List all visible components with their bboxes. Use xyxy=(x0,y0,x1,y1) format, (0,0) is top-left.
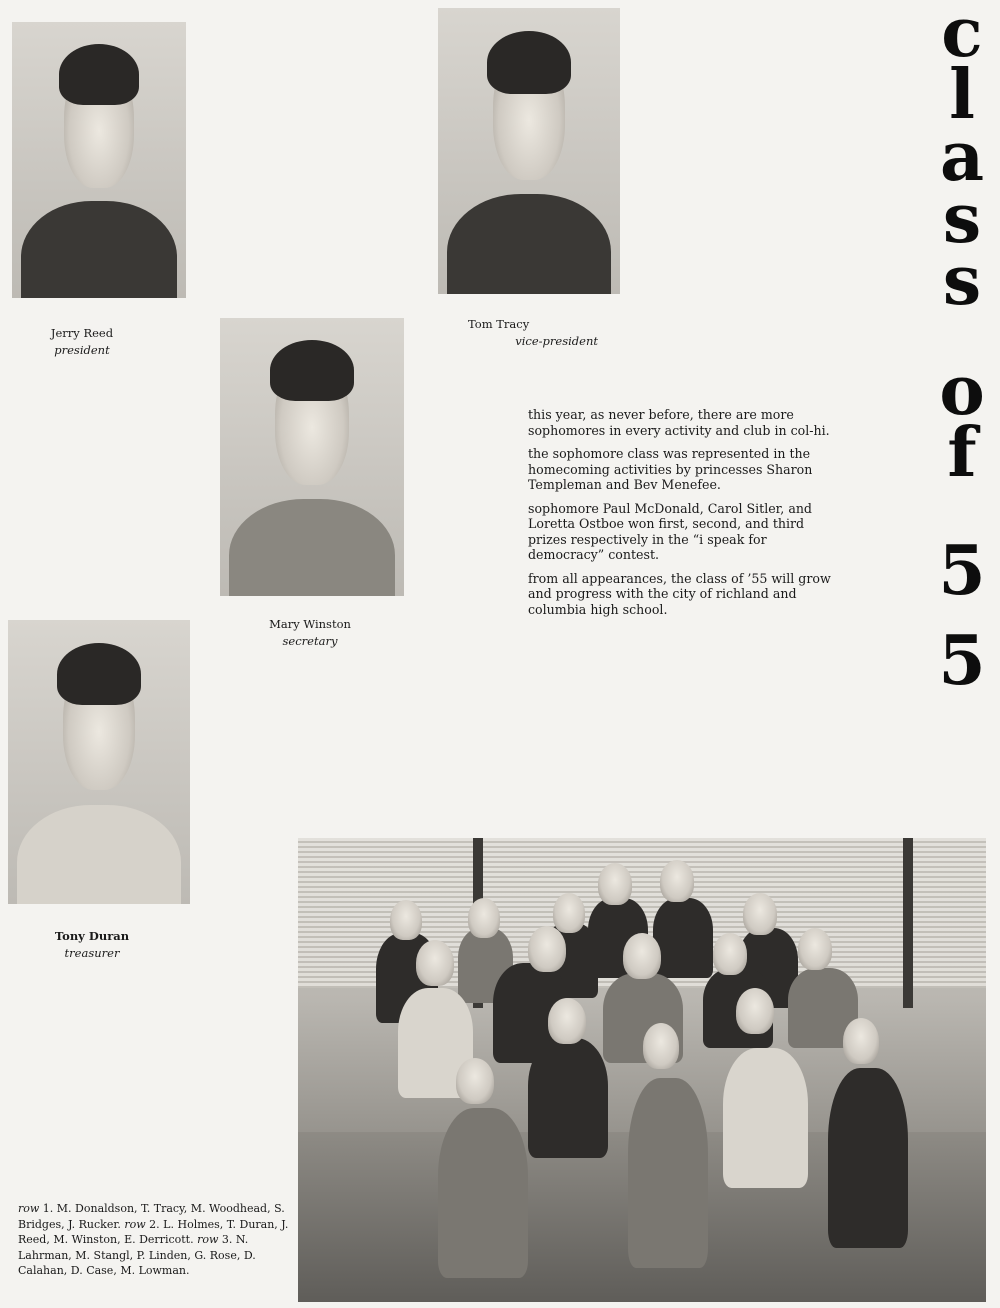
caption-vice-president xyxy=(468,316,598,350)
title-letter: 5 xyxy=(938,531,986,611)
paragraph: this year, as never before, there are more sophomores in every activity and club in col-hi. xyxy=(528,407,830,438)
title-letter: 5 xyxy=(938,621,986,701)
officer-name: Tom Tracy xyxy=(468,317,530,331)
group-photo xyxy=(298,838,986,1302)
officer-name: Tony Duran xyxy=(54,929,130,943)
row-label: row xyxy=(197,1233,219,1246)
title-letter: l xyxy=(949,55,975,135)
row-label: row xyxy=(18,1202,40,1215)
caption-president xyxy=(22,325,142,359)
title-letter: o xyxy=(939,351,985,431)
portrait-mary-winston xyxy=(220,318,404,596)
paragraph: the sophomore class was represented in the homecoming activities by princesses Sharon Templeman and Bev Menefee. xyxy=(528,446,813,492)
row-names: 1. M. Donaldson, T. Tracy, M. Woodhead, S. Bridges, J. Rucker. xyxy=(18,1202,285,1231)
title-letter: s xyxy=(942,179,982,259)
officer-role: president xyxy=(54,343,110,357)
row-names: 3. N. Lahrman, M. Stangl, P. Linden, G. Rose, D. Calahan, D. Case, M. Lowman. xyxy=(18,1233,256,1277)
portrait-tony-duran xyxy=(8,620,190,904)
paragraph: from all appearances, the class of ’55 will grow and progress with the city of richland and columbia high school. xyxy=(528,570,831,617)
title-letter: f xyxy=(947,413,977,493)
officer-name: Jerry Reed xyxy=(50,326,114,340)
title-letter: a xyxy=(939,117,985,197)
officer-name: Mary Winston xyxy=(269,617,351,631)
section-title xyxy=(924,0,1000,701)
caption-treasurer xyxy=(32,928,152,962)
title-letter: c xyxy=(941,0,983,73)
officer-role: vice-president xyxy=(515,334,598,348)
article-text xyxy=(528,407,843,625)
row-names: 2. L. Holmes, T. Duran, J. Reed, M. Winston, E. Derricott. xyxy=(18,1217,289,1246)
caption-secretary xyxy=(240,616,380,650)
officer-role: treasurer xyxy=(64,946,120,960)
portrait-tom-tracy xyxy=(438,8,620,294)
portrait-jerry-reed xyxy=(12,22,186,298)
group-photo-caption xyxy=(18,1201,290,1279)
paragraph: sophomore Paul McDonald, Carol Sitler, and Loretta Ostboe won first, second, and third prizes respectively in the “i speak for democracy” contest. xyxy=(528,500,812,562)
title-letter: s xyxy=(942,241,982,321)
officer-role: secretary xyxy=(282,634,338,648)
row-label: row xyxy=(124,1217,146,1231)
